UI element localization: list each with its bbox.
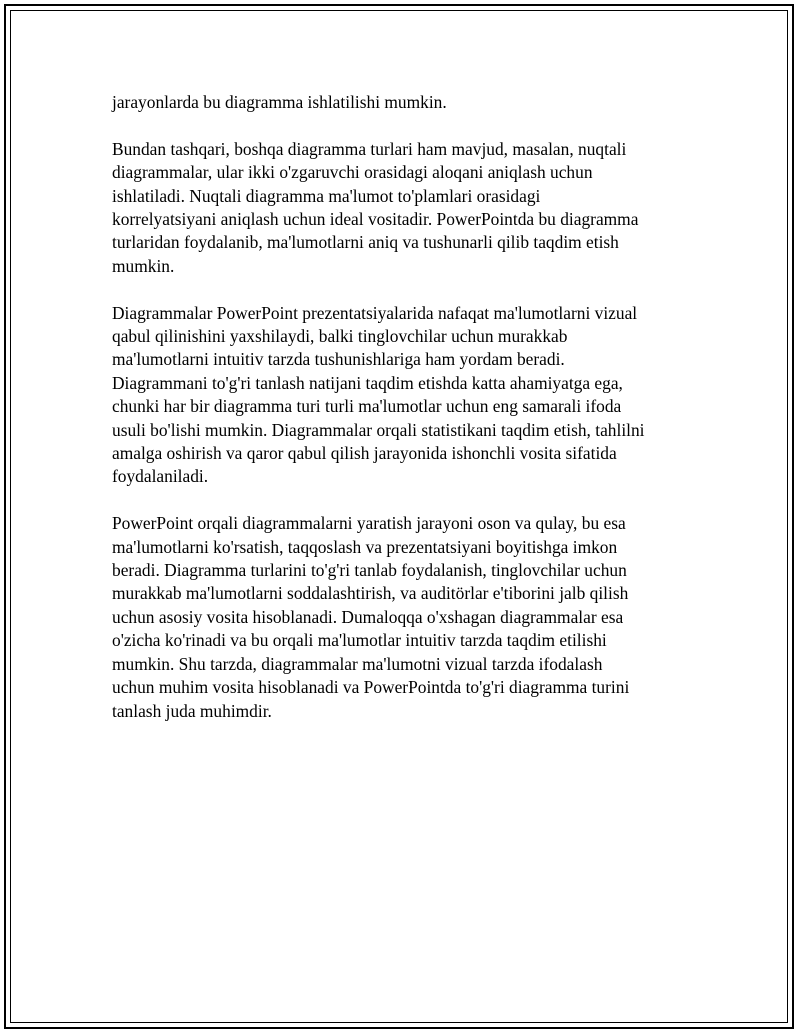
paragraph-3: Diagrammalar PowerPoint prezentatsiyalarida nafaqat ma'lumotlarni vizual qabul qilinishini yaxshilaydi, balki tinglovchilar uchun murakkab ma'lumotlarni intuitiv tarzda tushunishlariga ham yordam beradi. Diagrammani to'g'ri tanlash natijani taqdim etishda katta ahamiyatga ega, chunki har bir diagramma turi turli ma'lumotlar uchun eng samarali ifoda usuli bo'lishi mumkin. Diagrammalar orqali statistikani taqdim etish, tahlilni amalga oshirish va qaror qabul qilish jarayonida ishonchli vosita sifatida foydalaniladi.	[112, 302, 645, 487]
paragraph-4: PowerPoint orqali diagrammalarni yaratish jarayoni oson va qulay, bu esa ma'lumotlarni ko'rsatish, taqqoslash va prezentatsiyani boyitishga imkon beradi. Diagramma turlarini to'g'ri tanlab foydalanish, tinglovchilar uchun murakkab ma'lumotlarni soddalashtirish, va auditörlar e'tiborini jalb qilish uchun asosiy vosita hisoblanadi. Dumaloqqa o'xshagan diagrammalar esa o'zicha ko'rinadi va bu orqali ma'lumotlar intuitiv tarzda taqdim etilishi mumkin. Shu tarzda, diagrammalar ma'lumotni vizual tarzda ifodalash uchun muhim vosita hisoblanadi va PowerPointda to'g'ri diagramma turini tanlash juda muhimdir.	[112, 513, 630, 721]
paragraph-1: jarayonlarda bu diagramma ishlatilishi mumkin.	[112, 92, 447, 112]
paragraph-2: Bundan tashqari, boshqa diagramma turlari ham mavjud, masalan, nuqtali diagrammalar, ular ikki o'zgaruvchi orasidagi aloqani aniqlash uchun ishlatiladi. Nuqtali diagramma ma'lumot to'plamlari orasidagi korrelyatsiyani aniqlash uchun ideal vositadir. PowerPointda bu diagramma turlaridan foydalanib, ma'lumotlarni aniq va tushunarli qilib taqdim etish mumkin.	[112, 138, 639, 276]
document-body	[112, 91, 694, 746]
